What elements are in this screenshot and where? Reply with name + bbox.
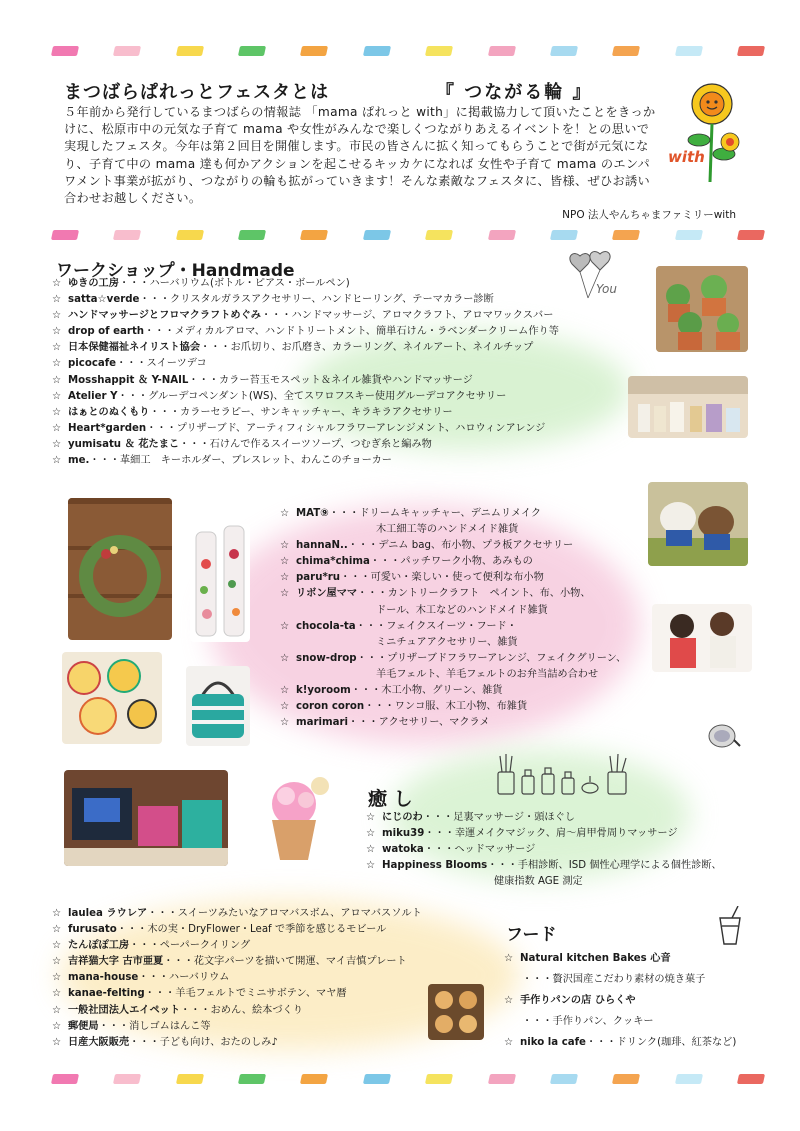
vendor-name: はぁとのぬくもり: [68, 406, 150, 418]
star-icon: ☆: [280, 572, 290, 584]
vendor-row: [52, 324, 559, 340]
bread-characters-photo: [428, 984, 484, 1040]
vendor-row: [504, 990, 736, 1011]
misc-list: [52, 906, 422, 1051]
fake-sweets-photo: [258, 774, 334, 866]
vendor-row: [52, 389, 559, 405]
compact-mirror-icon: [706, 720, 742, 750]
decorative-dash: [176, 230, 204, 240]
vendor-row: [52, 986, 422, 1002]
vendor-name: ゆきの工房: [68, 278, 119, 289]
vendor-desc-continued: 健康指数 AGE 測定: [494, 876, 583, 888]
vendor-name: Mosshappit ＆ Y-NAIL: [68, 374, 189, 386]
vendor-name: にじのわ: [382, 812, 423, 823]
vendor-name: furusato: [68, 924, 117, 936]
aroma-bottles-icon: [490, 752, 640, 796]
decorative-dash: [425, 1074, 453, 1084]
decorative-dash: [113, 1074, 141, 1084]
healing-title: 癒 し: [368, 788, 413, 810]
decorative-dash: [737, 230, 765, 240]
star-icon: ☆: [52, 326, 62, 338]
star-icon: ☆: [280, 588, 290, 600]
vendor-desc: ・・・スイーツデコ: [116, 358, 207, 370]
decorative-dash: [51, 1074, 79, 1084]
vendor-row: [366, 842, 722, 858]
vendor-row: [52, 356, 559, 372]
vendor-name: Natural kitchen Bakes 心音: [520, 953, 671, 964]
vendor-desc-continued: ドール、木工などのハンドメイド雑貨: [376, 604, 548, 616]
vendor-desc: ・・・ペーパークイリング: [129, 940, 251, 952]
vendor-row: [280, 651, 626, 667]
star-icon: ☆: [52, 294, 62, 306]
dash-row-top: [52, 46, 764, 60]
star-icon: ☆: [52, 342, 62, 354]
cactus-pots-photo: [656, 266, 748, 352]
balloon-text: You: [596, 282, 617, 296]
star-icon: ☆: [52, 455, 62, 467]
decorative-dash: [612, 1074, 640, 1084]
vendor-name: coron coron: [296, 701, 365, 713]
vendor-row: [366, 810, 722, 826]
vendor-name: hannaN..: [296, 540, 348, 552]
vendor-row: [52, 906, 422, 922]
vendor-name: me.: [68, 455, 90, 467]
decorative-dash: [113, 46, 141, 56]
star-icon: ☆: [52, 278, 62, 289]
star-icon: ☆: [280, 701, 290, 713]
decorative-dash: [425, 46, 453, 56]
vendor-name: chima*chima: [296, 556, 370, 568]
vendor-row: [52, 340, 559, 356]
sewing-bags-photo: [64, 770, 228, 866]
vendor-name: snow-drop: [296, 652, 357, 664]
vendor-row: [280, 538, 626, 554]
vendor-desc: ・・・石けんで作るスイーツソープ、つむぎ糸と編み物: [179, 438, 432, 450]
vendor-name: 吉祥猫大字 古市亜夏: [68, 956, 164, 968]
intro-body: ５年前から発行しているまつばらの情報誌 「mama ぱれっと with」に掲載協力して頂いたことをきっかけに、松原市中の元気な子育て mama や女性がみんなで楽しくつながりあえるイベントを！との思いで実現したフェスタ。今年は第２回目を開催します。市民の皆さんに拡く知ってもらうことで街が元気になり、子育て中の mama 達も何かアクションを起こせるキッカケになれば 女性や子育て mama のエンパワメント事業が拡がり、つながりの輪も拡がっていきます！そんな素敵なフェスタに、皆様、ぜひお誘い合わせお越しください。: [64, 105, 656, 206]
vendor-name: miku39: [382, 828, 425, 840]
vendor-row: [504, 948, 736, 969]
vendor-desc: ・・・ドリンク(珈琲、紅茶など): [585, 1037, 737, 1048]
aroma-bottles-photo: [628, 376, 748, 438]
vendor-row: [52, 1035, 422, 1051]
vendor-desc: ・・・ハーバリウム(ボトル・ピアス・ボールペン): [118, 278, 350, 289]
vendor-name: Heart*garden: [68, 422, 147, 434]
vendor-row: [280, 715, 626, 731]
vendor-desc: ・・・デニム bag、布小物、プラ板アクセサリー: [347, 540, 574, 552]
vendor-row: [366, 826, 722, 842]
star-icon: ☆: [280, 556, 290, 568]
vendor-row: [52, 308, 559, 324]
decorative-dash: [675, 230, 703, 240]
vendor-desc: ・・・ドリームキャッチャー、デニムリメイク: [328, 508, 542, 519]
star-icon: ☆: [52, 908, 62, 919]
food-list: [504, 948, 736, 1053]
decorative-dash: [238, 1074, 266, 1084]
vendor-name: 一般社団法人エイペット: [68, 1004, 181, 1016]
decorative-dash: [487, 230, 515, 240]
vendor-row: [52, 938, 422, 954]
workshop-title: ワークショップ・Handmade: [56, 261, 295, 281]
vendor-desc: ・・・プリザーブド、アーティフィシャルフラワーアレンジメント、ハロウィンアレンジ: [146, 422, 546, 434]
decorative-dash: [300, 46, 328, 56]
vendor-desc-continued: ミニチュアアクセサリー、雑貨: [376, 636, 518, 648]
star-icon: ☆: [52, 940, 62, 952]
makeup-photo: [652, 604, 752, 672]
vendor-row: [504, 1032, 736, 1053]
vendor-desc: ・・・フェイクスイーツ・フード・: [355, 620, 517, 632]
decorative-dash: [176, 1074, 204, 1084]
star-icon: ☆: [52, 924, 62, 936]
vendor-row: [52, 954, 422, 970]
vendor-row: [52, 1003, 422, 1019]
decorative-dash: [51, 230, 79, 240]
star-icon: ☆: [52, 406, 62, 418]
vendor-desc-continued: ・・・手作りパン、クッキー: [522, 1016, 654, 1027]
star-icon: ☆: [52, 310, 62, 322]
vendor-name: 日産大阪販売: [68, 1036, 130, 1048]
star-icon: ☆: [504, 1037, 514, 1048]
crafts-list: [280, 506, 626, 731]
star-icon: ☆: [52, 422, 62, 434]
star-icon: ☆: [52, 988, 62, 1000]
wreath-photo: [68, 498, 172, 640]
star-icon: ☆: [52, 1020, 62, 1032]
star-icon: ☆: [366, 844, 376, 856]
decorative-dash: [550, 230, 578, 240]
vendor-name: picocafe: [68, 358, 117, 370]
decorative-dash: [612, 230, 640, 240]
decorative-dash: [675, 46, 703, 56]
vendor-row: [280, 506, 626, 522]
vendor-name: chocola-ta: [296, 620, 356, 632]
vendor-desc-continued: 羊毛フェルト、羊毛フェルトのお弁当詰め合わせ: [376, 668, 599, 680]
star-icon: ☆: [280, 717, 290, 729]
vendor-desc: ・・・プリザーブドフラワーアレンジ、フェイクグリーン、: [356, 652, 627, 664]
vendor-desc: ・・・ハンドマッサージ、アロマクラフト、アロマワックスバー: [260, 310, 554, 322]
vendor-name: Atelier Y: [68, 390, 118, 402]
vendor-row: [52, 292, 559, 308]
decorative-dash: [487, 46, 515, 56]
dash-row-bottom: [52, 1074, 764, 1088]
vendor-desc: ・・・カラー苔玉モスペット＆ネイル雑貨やハンドマッサージ: [188, 374, 473, 386]
vendor-row: [280, 699, 626, 715]
vendor-name: 郵便局: [68, 1020, 99, 1032]
decorative-dash: [550, 1074, 578, 1084]
star-icon: ☆: [280, 508, 290, 519]
vendor-row: [52, 437, 559, 453]
vendor-row: [52, 421, 559, 437]
knit-bag-photo: [186, 666, 250, 746]
vendor-name: リボン屋ママ: [296, 588, 358, 600]
vendor-desc: ・・・子ども向け、おたのしみ♪: [129, 1036, 278, 1048]
vendor-row: [280, 619, 626, 635]
healing-list: [366, 810, 722, 890]
vendor-name: Happiness Blooms: [382, 860, 488, 872]
vendor-desc: ・・・スイーツみたいなアロマバスボム、アロマバスソルト: [147, 908, 422, 919]
vendor-desc: ・・・アクセサリー、マクラメ: [348, 717, 490, 729]
food-title: フード: [506, 925, 557, 945]
decorative-dash: [51, 46, 79, 56]
vendor-row: [280, 570, 626, 586]
fabric-items-photo: [62, 652, 162, 744]
vendor-desc: ・・・幸運メイクマジック、肩〜肩甲骨周りマッサージ: [424, 828, 678, 840]
decorative-dash: [487, 1074, 515, 1084]
vendor-desc: ・・・消しゴムはんこ等: [98, 1020, 211, 1032]
vendor-desc: ・・・手相診断、ISD 個性心理学による個性診断、: [487, 860, 722, 872]
decorative-dash: [612, 46, 640, 56]
vendor-name: kanae-felting: [68, 988, 145, 1000]
vendor-row: [280, 586, 626, 602]
vendor-desc: ・・・ヘッドマッサージ: [423, 844, 536, 856]
vendor-desc: ・・・花文字パーツを描いて開運、マイ吉慎プレート: [163, 956, 407, 968]
intro-subtitle: 『 つながる輪 』: [436, 82, 593, 103]
vendor-desc: ・・・ワンコ服、木工小物、布雑貨: [364, 701, 528, 713]
vendor-desc: ・・・メディカルアロマ、ハンドトリートメント、簡単石けん・ラベンダークリーム作り等: [144, 326, 559, 338]
decorative-dash: [300, 1074, 328, 1084]
decorative-dash: [238, 46, 266, 56]
vendor-desc: ・・・カラーセラピー、サンキャッチャー、キラキラアクセサリー: [149, 406, 453, 418]
vendor-desc: ・・・パッチワーク小物、あみもの: [369, 556, 533, 568]
star-icon: ☆: [52, 1036, 62, 1048]
vendor-name: たんぽぽ工房: [68, 940, 130, 952]
vendor-desc: ・・・可愛い・楽しい・使って便利な布小物: [340, 572, 544, 584]
star-icon: ☆: [280, 652, 290, 664]
decorative-dash: [176, 46, 204, 56]
vendor-desc: ・・・足裏マッサージ・頭ほぐし: [422, 812, 575, 823]
vendor-name: satta☆verde: [68, 294, 140, 306]
star-icon: ☆: [52, 956, 62, 968]
intro-title: まつばらぱれっとフェスタとは: [64, 82, 330, 103]
with-logo-text: with: [668, 148, 705, 166]
star-icon: ☆: [504, 995, 514, 1006]
vendor-desc: ・・・木の実・DryFlower・Leaf で季節を感じるモビール: [116, 924, 387, 936]
vendor-desc: ・・・ハーバリウム: [138, 972, 230, 984]
workshop-list: [52, 276, 559, 469]
vendor-name: ハンドマッサージとフロマクラフトめぐみ: [68, 310, 261, 322]
vendor-row: [280, 683, 626, 699]
star-icon: ☆: [504, 953, 514, 964]
vendor-desc: ・・・木工小物、グリーン、雑貨: [350, 685, 503, 697]
heart-balloons-icon: [566, 250, 626, 306]
star-icon: ☆: [366, 860, 376, 872]
vendor-name: mana-house: [68, 972, 139, 984]
vendor-desc: ・・・おめん、絵本づくり: [180, 1004, 303, 1016]
drink-cup-icon: [716, 906, 744, 946]
star-icon: ☆: [52, 390, 62, 402]
vendor-name: MAT⑨: [296, 508, 329, 519]
vendor-row: [52, 373, 559, 389]
decorative-dash: [363, 230, 391, 240]
sunflower-logo: [666, 82, 756, 187]
vendor-row: [280, 554, 626, 570]
vendor-name: k!yoroom: [296, 685, 351, 697]
vendor-name: marimari: [296, 717, 349, 729]
star-icon: ☆: [52, 438, 62, 450]
vendor-name: laulea ラウレア: [68, 908, 148, 919]
vendor-name: niko la cafe: [520, 1037, 586, 1048]
decorative-dash: [238, 230, 266, 240]
decorative-dash: [675, 1074, 703, 1084]
vendor-desc: ・・・羊毛フェルトでミニサボテン、マヤ暦: [144, 988, 347, 1000]
vendor-desc-continued: 木工細工等のハンドメイド雑貨: [376, 524, 519, 536]
star-icon: ☆: [280, 685, 290, 697]
vendor-desc: ・・・カントリークラフト ペイント、布、小物、: [357, 588, 591, 600]
vendor-row: [52, 405, 559, 421]
vendor-desc-continued: ・・・贅沢国産こだわり素材の焼き菓子: [522, 974, 706, 985]
vendor-desc: ・・・革細工 キーホルダー、ブレスレット、わんこのチョーカー: [89, 455, 392, 467]
decorative-dash: [425, 230, 453, 240]
vendor-row: [366, 858, 722, 874]
dash-row-middle: [52, 230, 764, 244]
vendor-row: [52, 453, 559, 469]
star-icon: ☆: [52, 374, 62, 386]
star-icon: ☆: [52, 1004, 62, 1016]
star-icon: ☆: [52, 972, 62, 984]
star-icon: ☆: [280, 540, 290, 552]
dogs-photo: [648, 482, 748, 566]
decorative-dash: [550, 46, 578, 56]
vendor-name: yumisatu ＆ 花たまこ: [68, 438, 180, 450]
star-icon: ☆: [52, 358, 62, 370]
vendor-name: 手作りパンの店 ひらくや: [520, 995, 636, 1006]
decorative-dash: [363, 46, 391, 56]
vendor-row: [52, 970, 422, 986]
vendor-row: [52, 276, 559, 292]
vendor-name: 日本保健福祉ネイリスト協会: [68, 342, 201, 354]
vendor-row: [52, 1019, 422, 1035]
star-icon: ☆: [280, 620, 290, 632]
decorative-dash: [737, 1074, 765, 1084]
vendor-name: drop of earth: [68, 326, 145, 338]
vendor-name: paru*ru: [296, 572, 341, 584]
vendor-name: watoka: [382, 844, 424, 856]
decorative-dash: [300, 230, 328, 240]
intro-signature: NPO 法人やんちゃまファミリーwith: [562, 209, 736, 221]
vendor-row: [52, 922, 422, 938]
vendor-desc: ・・・グルーデコペンダント(WS)、全てスワロフスキー使用グルーデコアクセサリー: [117, 390, 507, 402]
decorative-dash: [363, 1074, 391, 1084]
herbarium-photo: [190, 524, 250, 642]
decorative-dash: [113, 230, 141, 240]
star-icon: ☆: [366, 812, 376, 823]
vendor-desc: ・・・クリスタルガラスアクセサリー、ハンドヒーリング、テーマカラー診断: [139, 294, 494, 306]
decorative-dash: [737, 46, 765, 56]
star-icon: ☆: [366, 828, 376, 840]
vendor-desc: ・・・お爪切り、お爪磨き、カラーリング、ネイルアート、ネイルチップ: [200, 342, 534, 354]
